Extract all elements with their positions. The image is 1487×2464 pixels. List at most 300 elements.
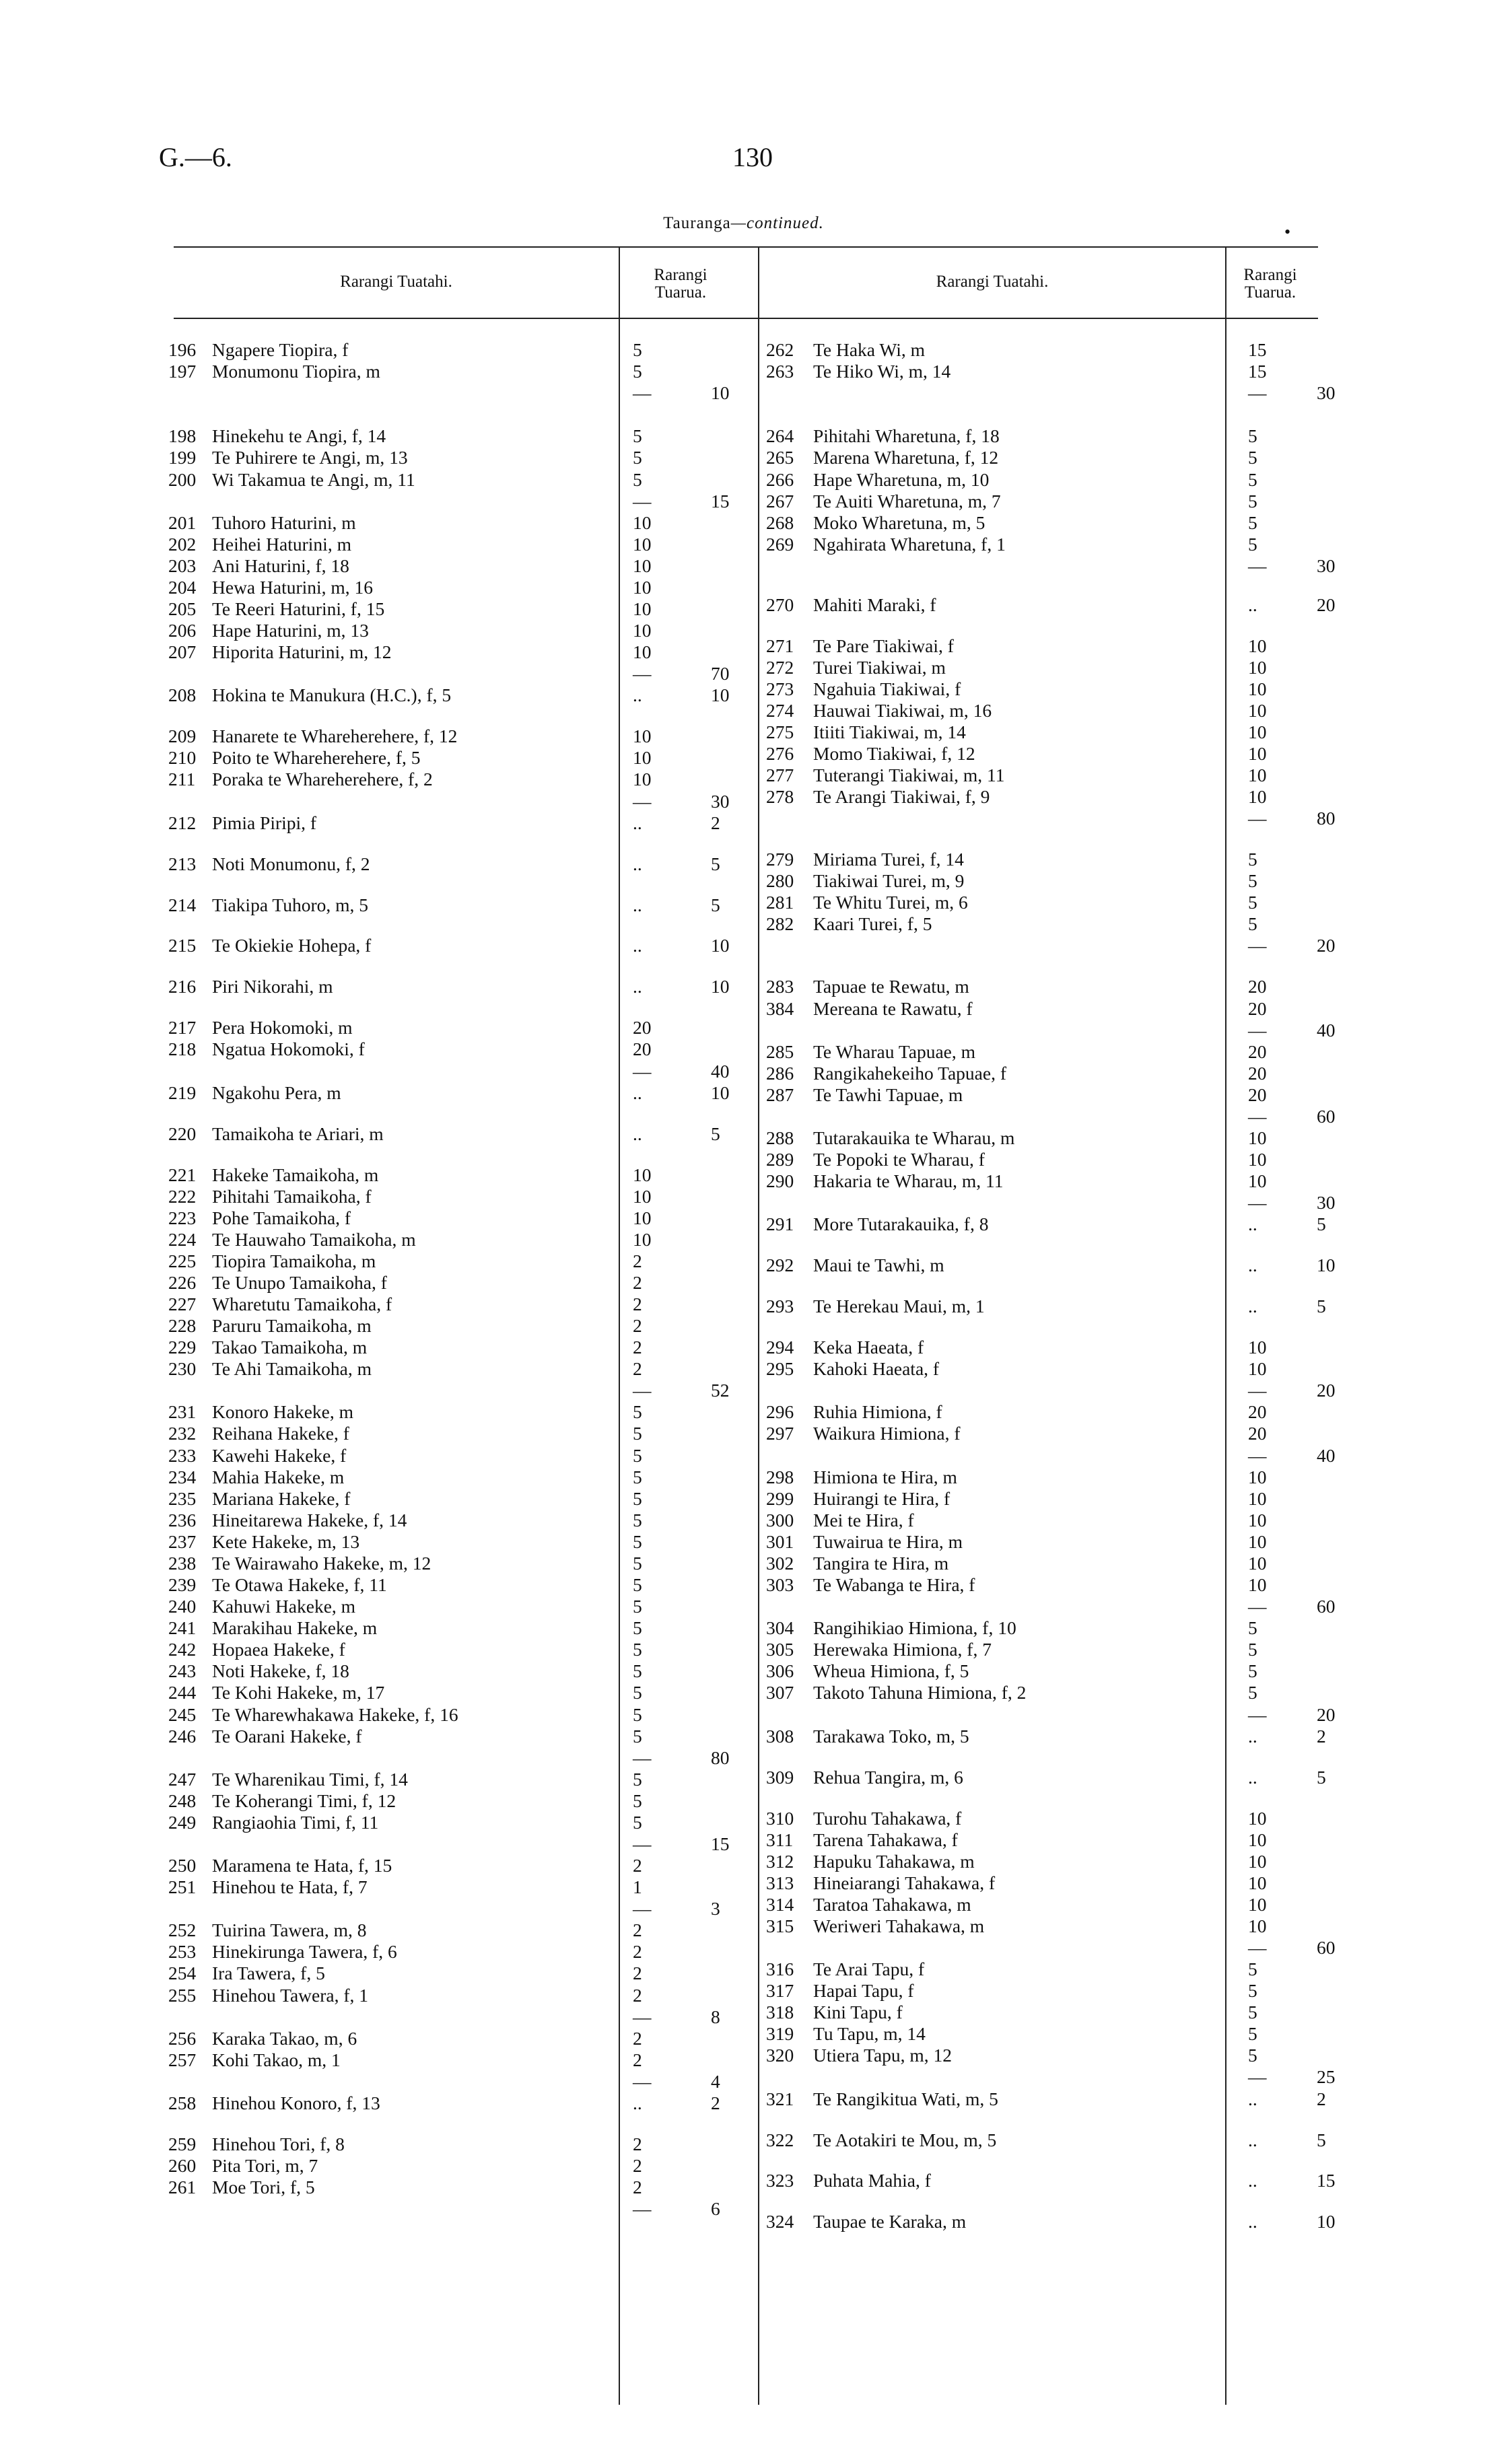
entry-number: 315 bbox=[766, 1915, 794, 1936]
entry-number: 319 bbox=[766, 2023, 794, 2044]
register-row bbox=[766, 1467, 1338, 1488]
subtotal-row bbox=[168, 2071, 747, 2092]
register-row bbox=[168, 1790, 747, 1812]
entry-name: Tu Tapu, m, 14 bbox=[813, 2023, 926, 2044]
entry-number: 280 bbox=[766, 870, 794, 891]
entry-share: — bbox=[633, 791, 652, 812]
entry-share: — bbox=[633, 382, 652, 403]
entry-name: Piri Nikorahi, m bbox=[212, 976, 333, 997]
entry-name: Te Whitu Turei, m, 6 bbox=[813, 892, 968, 913]
entry-name: Pohe Tamaikoha, f bbox=[212, 1207, 351, 1228]
register-row bbox=[168, 1467, 747, 1488]
right-sub-header bbox=[1226, 267, 1314, 302]
register-row bbox=[766, 1127, 1338, 1149]
entry-number: 240 bbox=[168, 1596, 197, 1617]
register-row bbox=[168, 2155, 747, 2177]
entry-share: 2 bbox=[633, 2028, 642, 2049]
register-row bbox=[766, 1170, 1338, 1192]
entry-share: 10 bbox=[633, 747, 652, 768]
entry-subtotal: 5 bbox=[711, 1123, 720, 1144]
entry-share: 5 bbox=[633, 1423, 642, 1444]
entry-share: .. bbox=[1248, 2088, 1257, 2109]
entry-name: Puhata Mahia, f bbox=[813, 2170, 931, 2191]
entry-name: Heihei Haturini, m bbox=[212, 534, 351, 555]
entry-number: 258 bbox=[168, 2092, 197, 2113]
entry-name: Pimia Piripi, f bbox=[212, 812, 317, 833]
entry-share: — bbox=[1248, 2066, 1267, 2087]
entry-subtotal: 2 bbox=[1317, 1726, 1326, 1747]
entry-number: 304 bbox=[766, 1617, 794, 1638]
entry-share: 15 bbox=[1248, 339, 1267, 360]
entry-share: 10 bbox=[633, 726, 652, 746]
entry-share: .. bbox=[633, 812, 642, 833]
register-row bbox=[766, 1829, 1338, 1851]
entry-name: Monumonu Tiopira, m bbox=[212, 361, 380, 382]
register-row bbox=[766, 512, 1338, 534]
register-row bbox=[168, 469, 747, 491]
entry-number: 265 bbox=[766, 447, 794, 468]
entry-number: 269 bbox=[766, 534, 794, 555]
entry-share: 10 bbox=[1248, 786, 1267, 807]
register-row bbox=[168, 2049, 747, 2071]
entry-subtotal: 5 bbox=[711, 853, 720, 874]
entry-name: Kahuwi Hakeke, m bbox=[212, 1596, 356, 1617]
register-row bbox=[766, 678, 1338, 700]
entry-number: 274 bbox=[766, 700, 794, 721]
entry-number: 226 bbox=[168, 1272, 197, 1293]
entry-subtotal: 15 bbox=[1317, 2170, 1336, 2191]
register-row bbox=[766, 1553, 1338, 1574]
entry-subtotal: 30 bbox=[1317, 382, 1336, 403]
register-row bbox=[766, 870, 1338, 892]
entry-share: 5 bbox=[633, 1790, 642, 1811]
entry-subtotal: 10 bbox=[711, 935, 730, 956]
register-row bbox=[766, 2129, 1338, 2151]
entry-name: Waikura Himiona, f bbox=[813, 1423, 961, 1444]
entry-name: Te Auiti Wharetuna, m, 7 bbox=[813, 491, 1001, 512]
entry-share: 5 bbox=[1248, 1617, 1257, 1638]
entry-number: 249 bbox=[168, 1812, 197, 1833]
entry-number: 247 bbox=[168, 1769, 197, 1790]
entry-number: 322 bbox=[766, 2129, 794, 2150]
entry-share: 5 bbox=[633, 469, 642, 490]
entry-subtotal: 2 bbox=[1317, 2088, 1326, 2109]
entry-share: 10 bbox=[1248, 1915, 1267, 1936]
entry-number: 241 bbox=[168, 1617, 197, 1638]
entry-number: 245 bbox=[168, 1704, 197, 1725]
register-row bbox=[168, 1207, 747, 1229]
entry-name: Te Herekau Maui, m, 1 bbox=[813, 1296, 985, 1316]
entry-number: 317 bbox=[766, 1980, 794, 2001]
entry-name: Hinehou Konoro, f, 13 bbox=[212, 2092, 380, 2113]
entry-share: 2 bbox=[633, 1920, 642, 1940]
entry-share: .. bbox=[633, 1082, 642, 1103]
entry-share: — bbox=[1248, 1937, 1267, 1958]
entry-name: Itiiti Tiakiwai, m, 14 bbox=[813, 721, 966, 742]
entry-number: 213 bbox=[168, 853, 197, 874]
entry-number: 261 bbox=[168, 2177, 197, 2197]
entry-number: 204 bbox=[168, 577, 197, 598]
register-row bbox=[766, 743, 1338, 765]
entry-share: 10 bbox=[1248, 743, 1267, 764]
entry-share: 2 bbox=[633, 1963, 642, 1983]
entry-name: Kaari Turei, f, 5 bbox=[813, 913, 932, 934]
entry-subtotal: 40 bbox=[1317, 1445, 1336, 1466]
entry-number: 224 bbox=[168, 1229, 197, 1250]
entry-name: Tiakipa Tuhoro, m, 5 bbox=[212, 894, 369, 915]
entry-name: Mahiti Maraki, f bbox=[813, 594, 936, 615]
entry-name: Te Arai Tapu, f bbox=[813, 1959, 925, 1979]
entry-share: .. bbox=[633, 853, 642, 874]
register-row bbox=[168, 1660, 747, 1682]
entry-name: Te Wharau Tapuae, m bbox=[813, 1041, 976, 1062]
entry-share: 5 bbox=[633, 1682, 642, 1703]
entry-name: Hinehou Tawera, f, 1 bbox=[212, 1985, 369, 2006]
entry-name: Te Ahi Tamaikoha, m bbox=[212, 1358, 372, 1379]
entry-name: Hokina te Manukura (H.C.), f, 5 bbox=[212, 684, 452, 705]
register-row bbox=[168, 1553, 747, 1574]
entry-subtotal: 8 bbox=[711, 2006, 720, 2027]
entry-subtotal: 5 bbox=[1317, 2129, 1326, 2150]
register-row bbox=[168, 512, 747, 534]
entry-subtotal: 40 bbox=[1317, 1020, 1336, 1041]
entry-number: 268 bbox=[766, 512, 794, 533]
entry-name: Ngakohu Pera, m bbox=[212, 1082, 341, 1103]
entry-name: Marakihau Hakeke, m bbox=[212, 1617, 378, 1638]
entry-number: 211 bbox=[168, 769, 196, 789]
entry-number: 222 bbox=[168, 1186, 197, 1207]
register-row bbox=[168, 1186, 747, 1207]
entry-number: 318 bbox=[766, 2002, 794, 2022]
entry-number: 201 bbox=[168, 512, 197, 533]
register-row bbox=[168, 1229, 747, 1251]
entry-subtotal: 30 bbox=[711, 791, 730, 812]
entry-name: Te Oarani Hakeke, f bbox=[212, 1726, 362, 1747]
entry-name: Tapuae te Rewatu, m bbox=[813, 976, 969, 997]
entry-name: Wharetutu Tamaikoha, f bbox=[212, 1294, 392, 1314]
entry-share: 20 bbox=[1248, 1084, 1267, 1105]
register-row bbox=[168, 1272, 747, 1294]
entry-number: 294 bbox=[766, 1337, 794, 1358]
register-row bbox=[766, 491, 1338, 512]
entry-subtotal: 60 bbox=[1317, 1596, 1336, 1617]
entry-name: Ani Haturini, f, 18 bbox=[212, 555, 349, 576]
register-row bbox=[168, 1423, 747, 1444]
entry-number: 285 bbox=[766, 1041, 794, 1062]
entry-subtotal: 15 bbox=[711, 1833, 730, 1854]
register-row bbox=[766, 594, 1338, 616]
page-number: 130 bbox=[732, 142, 773, 172]
entry-share: — bbox=[633, 2198, 652, 2219]
entry-share: 10 bbox=[633, 577, 652, 598]
register-row bbox=[766, 1851, 1338, 1872]
entry-name: Pihitahi Wharetuna, f, 18 bbox=[813, 425, 1000, 446]
entry-share: — bbox=[633, 1833, 652, 1854]
entry-share: 5 bbox=[1248, 1959, 1257, 1979]
entry-name: Weriweri Tahakawa, m bbox=[813, 1915, 985, 1936]
entry-number: 197 bbox=[168, 361, 197, 382]
entry-share: 20 bbox=[1248, 1063, 1267, 1084]
entry-share: — bbox=[1248, 808, 1267, 829]
register-row bbox=[766, 1872, 1338, 1894]
register-row bbox=[766, 1423, 1338, 1444]
entry-name: Ngapere Tiopira, f bbox=[212, 339, 349, 360]
entry-number: 209 bbox=[168, 726, 197, 746]
entry-name: Wi Takamua te Angi, m, 11 bbox=[212, 469, 415, 490]
entry-number: 212 bbox=[168, 812, 197, 833]
register-row bbox=[766, 1255, 1338, 1276]
entry-share: 10 bbox=[633, 641, 652, 662]
entry-share: .. bbox=[1248, 594, 1257, 615]
register-row bbox=[766, 1488, 1338, 1510]
entry-share: 10 bbox=[1248, 721, 1267, 742]
entry-name: Rehua Tangira, m, 6 bbox=[813, 1767, 963, 1788]
entry-share: 10 bbox=[633, 534, 652, 555]
entry-name: Marena Wharetuna, f, 12 bbox=[813, 447, 999, 468]
register-row bbox=[168, 1704, 747, 1726]
register-row bbox=[766, 1639, 1338, 1660]
register-row bbox=[168, 1812, 747, 1833]
entry-name: Keka Haeata, f bbox=[813, 1337, 924, 1358]
entry-number: 198 bbox=[168, 425, 197, 446]
entry-share: 5 bbox=[1248, 425, 1257, 446]
entry-name: Tuterangi Tiakiwai, m, 11 bbox=[813, 765, 1005, 785]
entry-name: Tuirina Tawera, m, 8 bbox=[212, 1920, 367, 1940]
register-row bbox=[168, 534, 747, 555]
register-row bbox=[168, 1963, 747, 1984]
entry-subtotal: 40 bbox=[711, 1061, 730, 1082]
entry-number: 300 bbox=[766, 1510, 794, 1530]
entry-name: Te Aotakiri te Mou, m, 5 bbox=[813, 2129, 997, 2150]
entry-share: 10 bbox=[633, 512, 652, 533]
entry-subtotal: 10 bbox=[711, 684, 730, 705]
entry-share: 10 bbox=[1248, 1358, 1267, 1379]
entry-share: .. bbox=[1248, 2129, 1257, 2150]
entry-name: Utiera Tapu, m, 12 bbox=[813, 2045, 953, 2066]
entry-name: Tutarakauika te Wharau, m bbox=[813, 1127, 1015, 1148]
entry-number: 228 bbox=[168, 1315, 197, 1336]
entry-share: — bbox=[633, 1898, 652, 1919]
entry-number: 233 bbox=[168, 1445, 197, 1466]
entry-name: Moe Tori, f, 5 bbox=[212, 2177, 315, 2197]
entry-subtotal: 5 bbox=[711, 894, 720, 915]
register-row bbox=[766, 339, 1338, 361]
entry-name: Pera Hokomoki, m bbox=[212, 1017, 353, 1038]
entry-name: Kete Hakeke, m, 13 bbox=[212, 1531, 360, 1552]
register-row bbox=[766, 1726, 1338, 1747]
entry-share: 10 bbox=[1248, 700, 1267, 721]
entry-share: .. bbox=[633, 976, 642, 997]
entry-share: — bbox=[1248, 935, 1267, 956]
subtotal-row bbox=[766, 808, 1338, 829]
entry-share: 2 bbox=[633, 1251, 642, 1271]
entry-subtotal: 10 bbox=[711, 382, 730, 403]
entry-share: .. bbox=[1248, 2211, 1257, 2232]
entry-number: 270 bbox=[766, 594, 794, 615]
entry-number: 311 bbox=[766, 1829, 794, 1850]
entry-share: 2 bbox=[633, 2177, 642, 2197]
register-row bbox=[168, 577, 747, 598]
subtotal-row bbox=[766, 1937, 1338, 1959]
entry-share: 5 bbox=[633, 1553, 642, 1574]
register-row bbox=[766, 1401, 1338, 1423]
register-row bbox=[168, 2028, 747, 2049]
register-row bbox=[766, 1337, 1338, 1358]
entry-share: 5 bbox=[633, 361, 642, 382]
entry-name: Kawehi Hakeke, f bbox=[212, 1445, 347, 1466]
entry-name: Ngahuia Tiakiwai, f bbox=[813, 678, 961, 699]
entry-name: Ira Tawera, f, 5 bbox=[212, 1963, 325, 1983]
entry-share: 5 bbox=[1248, 870, 1257, 891]
entry-number: 215 bbox=[168, 935, 197, 956]
entry-number: 277 bbox=[766, 765, 794, 785]
entry-share: — bbox=[1248, 1704, 1267, 1725]
entry-name: Hinehou Tori, f, 8 bbox=[212, 2134, 345, 2154]
register-row bbox=[766, 998, 1338, 1020]
entry-share: 20 bbox=[1248, 1401, 1267, 1422]
entry-number: 298 bbox=[766, 1467, 794, 1487]
entry-subtotal: 2 bbox=[711, 812, 720, 833]
entry-name: Turei Tiakiwai, m bbox=[813, 657, 946, 678]
entry-name: Konoro Hakeke, m bbox=[212, 1401, 354, 1422]
entry-share: 5 bbox=[1248, 469, 1257, 490]
entry-name: Hanarete te Whareherehere, f, 12 bbox=[212, 726, 458, 746]
entry-share: 10 bbox=[1248, 1808, 1267, 1829]
entry-name: Wheua Himiona, f, 5 bbox=[813, 1660, 969, 1681]
entry-share: — bbox=[633, 2071, 652, 2092]
entry-name: Te Pare Tiakiwai, f bbox=[813, 635, 954, 656]
register-row bbox=[766, 2088, 1338, 2110]
entry-share: 10 bbox=[633, 769, 652, 789]
entry-number: 254 bbox=[168, 1963, 197, 1983]
entry-number: 236 bbox=[168, 1510, 197, 1530]
entry-share: 20 bbox=[1248, 1423, 1267, 1444]
entry-share: 10 bbox=[1248, 1894, 1267, 1915]
entry-name: Rangihikiao Himiona, f, 10 bbox=[813, 1617, 1016, 1638]
entry-number: 316 bbox=[766, 1959, 794, 1979]
entry-number: 203 bbox=[168, 555, 197, 576]
register-row bbox=[766, 635, 1338, 657]
entry-share: 5 bbox=[1248, 1639, 1257, 1660]
entry-number: 256 bbox=[168, 2028, 197, 2049]
register-row bbox=[168, 1596, 747, 1617]
entry-share: .. bbox=[633, 1123, 642, 1144]
entry-number: 252 bbox=[168, 1920, 197, 1940]
entry-number: 313 bbox=[766, 1872, 794, 1893]
entry-number: 288 bbox=[766, 1127, 794, 1148]
register-row bbox=[766, 361, 1338, 382]
subtotal-row bbox=[168, 791, 747, 812]
entry-number: 210 bbox=[168, 747, 197, 768]
entry-number: 221 bbox=[168, 1164, 197, 1185]
entry-name: Te Tawhi Tapuae, m bbox=[813, 1084, 963, 1105]
entry-number: 227 bbox=[168, 1294, 197, 1314]
entry-number: 196 bbox=[168, 339, 197, 360]
entry-subtotal: 10 bbox=[711, 1082, 730, 1103]
entry-number: 271 bbox=[766, 635, 794, 656]
register-row bbox=[766, 1617, 1338, 1639]
entry-number: 243 bbox=[168, 1660, 197, 1681]
entry-name: Te Wharewhakawa Hakeke, f, 16 bbox=[212, 1704, 458, 1725]
entry-share: 20 bbox=[1248, 998, 1267, 1019]
register-row bbox=[168, 620, 747, 641]
entry-share: — bbox=[1248, 1445, 1267, 1466]
entry-number: 216 bbox=[168, 976, 197, 997]
entry-number: 208 bbox=[168, 684, 197, 705]
register-row bbox=[168, 1358, 747, 1380]
entry-share: 20 bbox=[633, 1039, 652, 1059]
entry-name: Paruru Tamaikoha, m bbox=[212, 1315, 372, 1336]
entry-name: Hinekehu te Angi, f, 14 bbox=[212, 425, 386, 446]
entry-subtotal: 30 bbox=[1317, 555, 1336, 576]
entry-number: 264 bbox=[766, 425, 794, 446]
register-row bbox=[766, 534, 1338, 555]
entry-share: 10 bbox=[633, 620, 652, 641]
register-row bbox=[168, 1510, 747, 1531]
subtotal-row bbox=[766, 2066, 1338, 2088]
register-row bbox=[168, 976, 747, 997]
entry-number: 297 bbox=[766, 1423, 794, 1444]
entry-number: 303 bbox=[766, 1574, 794, 1595]
subtotal-row bbox=[168, 1747, 747, 1769]
subtitle-main: Tauranga bbox=[663, 214, 731, 232]
entry-name: Hapai Tapu, f bbox=[813, 1980, 914, 2001]
entry-name: Hiporita Haturini, m, 12 bbox=[212, 641, 392, 662]
register-row bbox=[168, 894, 747, 916]
register-row bbox=[766, 1149, 1338, 1170]
right-title-header: Rarangi Tuatahi. bbox=[936, 273, 1049, 291]
entry-subtotal: 70 bbox=[711, 663, 730, 684]
register-row bbox=[168, 747, 747, 769]
entry-name: Kahoki Haeata, f bbox=[813, 1358, 940, 1379]
entry-name: Hape Wharetuna, m, 10 bbox=[813, 469, 990, 490]
entry-name: Mei te Hira, f bbox=[813, 1510, 914, 1530]
entry-name: Te Okiekie Hohepa, f bbox=[212, 935, 372, 956]
subtotal-row bbox=[766, 382, 1338, 404]
register-row bbox=[766, 1041, 1338, 1063]
entry-name: Poraka te Whareherehere, f, 2 bbox=[212, 769, 433, 789]
register-row bbox=[766, 1808, 1338, 1829]
register-row bbox=[168, 1017, 747, 1039]
entry-name: Herewaka Himiona, f, 7 bbox=[813, 1639, 992, 1660]
entry-share: 5 bbox=[1248, 849, 1257, 870]
entry-share: 10 bbox=[633, 1186, 652, 1207]
subtotal-row bbox=[168, 2198, 747, 2220]
entry-number: 320 bbox=[766, 2045, 794, 2066]
subtotal-row bbox=[766, 1445, 1338, 1467]
entry-share: .. bbox=[1248, 1726, 1257, 1747]
entry-share: 10 bbox=[633, 598, 652, 619]
left-sub-header bbox=[620, 267, 741, 302]
entry-number: 238 bbox=[168, 1553, 197, 1574]
entry-number: 314 bbox=[766, 1894, 794, 1915]
center-divider bbox=[758, 248, 759, 2405]
entry-share: 5 bbox=[1248, 534, 1257, 555]
entry-name: Te Haka Wi, m bbox=[813, 339, 925, 360]
subtotal-row bbox=[766, 1596, 1338, 1617]
entry-subtotal: 2 bbox=[711, 2092, 720, 2113]
entry-name: Tiopira Tamaikoha, m bbox=[212, 1251, 376, 1271]
entry-number: 305 bbox=[766, 1639, 794, 1660]
entry-name: Himiona te Hira, m bbox=[813, 1467, 957, 1487]
entry-subtotal: 10 bbox=[1317, 1255, 1336, 1275]
entry-share: 2 bbox=[633, 1855, 642, 1876]
entry-share: — bbox=[633, 1061, 652, 1082]
entry-share: 10 bbox=[1248, 1170, 1267, 1191]
register-row bbox=[168, 769, 747, 790]
register-row bbox=[168, 1337, 747, 1358]
entry-share: 5 bbox=[1248, 2002, 1257, 2022]
